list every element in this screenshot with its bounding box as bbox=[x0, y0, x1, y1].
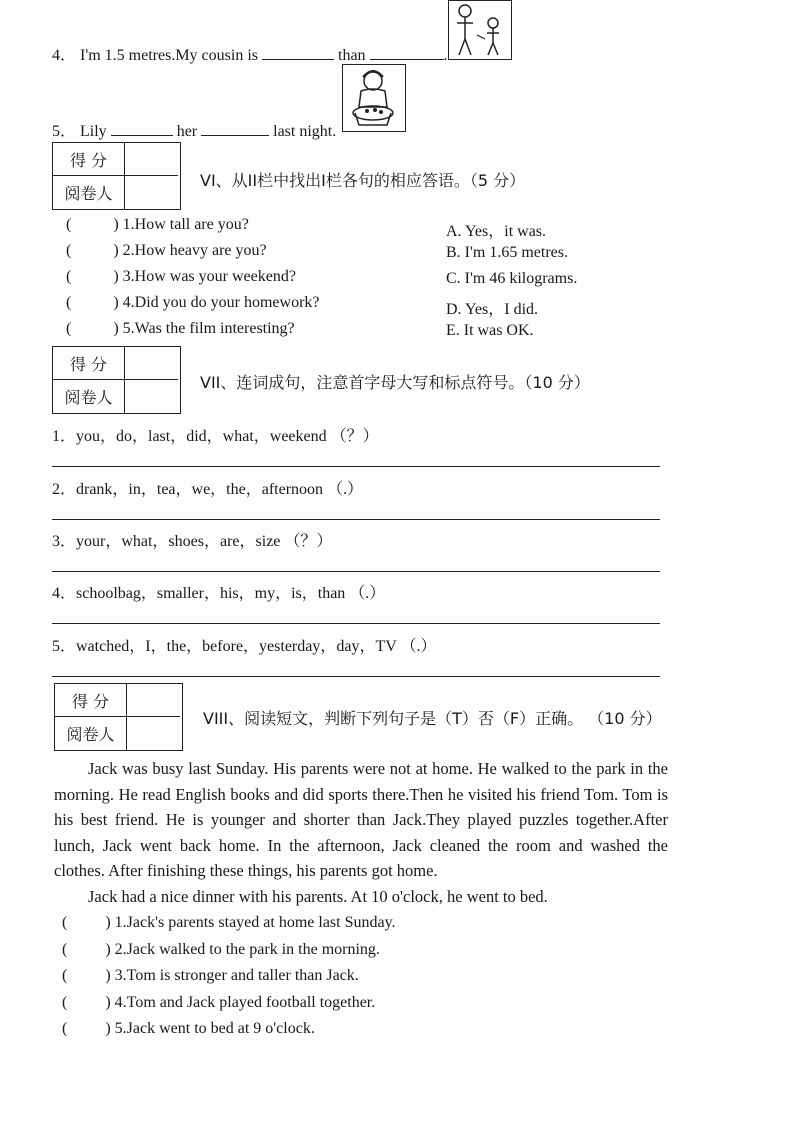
score-label: 得 分 bbox=[55, 684, 127, 717]
answer-blank[interactable] bbox=[370, 45, 444, 60]
reviewer-label: 阅卷人 bbox=[53, 380, 125, 413]
score-box bbox=[52, 346, 181, 414]
answer-line[interactable] bbox=[52, 466, 660, 467]
sentence-item-1: 1．you，do，last，did，what，weekend （？） bbox=[52, 428, 379, 445]
score-box bbox=[52, 142, 181, 210]
answer-option: E. It was OK. bbox=[446, 322, 534, 339]
question-row: ( ) 5.Was the film interesting? bbox=[66, 320, 295, 337]
girl-washing-icon bbox=[343, 65, 404, 130]
item-text: Lily bbox=[80, 123, 107, 140]
item-number: 4． bbox=[52, 47, 77, 64]
score-label: 得 分 bbox=[53, 347, 125, 380]
reviewer-label: 阅卷人 bbox=[55, 717, 127, 750]
score-cell[interactable] bbox=[127, 684, 180, 717]
answer-blank[interactable] bbox=[262, 45, 334, 60]
item-text: than bbox=[338, 47, 366, 64]
reviewer-cell[interactable] bbox=[125, 380, 178, 413]
question-row: ( ) 3.How was your weekend? bbox=[66, 268, 296, 285]
statement-row: ( ) 3.Tom is stronger and taller than Jack. bbox=[62, 967, 359, 984]
fill-item-4: 4． I'm 1.5 metres.My cousin is than . bbox=[52, 47, 448, 64]
item-text: her bbox=[176, 123, 198, 140]
answer-option: D. Yes，I did. bbox=[446, 301, 539, 318]
answer-blank[interactable] bbox=[201, 121, 269, 136]
answer-line[interactable] bbox=[52, 571, 660, 572]
reading-passage bbox=[54, 756, 668, 910]
fill-item-5 bbox=[52, 118, 336, 141]
score-cell[interactable] bbox=[125, 143, 178, 176]
answer-option: B. I'm 1.65 metres. bbox=[446, 244, 568, 261]
answer-line[interactable] bbox=[52, 676, 660, 677]
reviewer-cell[interactable] bbox=[127, 717, 180, 750]
reviewer-cell[interactable] bbox=[125, 176, 178, 209]
answer-option: A. Yes，it was. bbox=[446, 223, 547, 240]
statement-row: ( ) 2.Jack walked to the park in the morning. bbox=[62, 941, 380, 958]
two-people-icon bbox=[449, 1, 510, 58]
question-row: ( ) 4.Did you do your homework? bbox=[66, 294, 320, 311]
answer-line[interactable] bbox=[52, 519, 660, 520]
sentence-item-3: 3．your，what，shoes，are，size （？） bbox=[52, 533, 333, 550]
item-number: 5． bbox=[52, 123, 77, 140]
washing-picture bbox=[342, 64, 406, 132]
section-6-title: VI、从II栏中找出I栏各句的相应答语。（5 分） bbox=[200, 171, 526, 190]
statement-row: ( ) 4.Tom and Jack played football together. bbox=[62, 994, 376, 1011]
score-label: 得 分 bbox=[53, 143, 125, 176]
score-box bbox=[54, 683, 183, 751]
section-8-title: VIII、阅读短文，判断下列句子是（T）否（F）正确。 （10 分） bbox=[203, 709, 662, 728]
reviewer-label: 阅卷人 bbox=[53, 176, 125, 209]
sentence-item-2: 2．drank，in，tea，we，the，afternoon （.） bbox=[52, 481, 364, 498]
answer-blank[interactable] bbox=[111, 121, 173, 136]
section-7-title: VII、连词成句，注意首字母大写和标点符号。（10 分） bbox=[200, 373, 590, 392]
height-comparison-picture bbox=[448, 0, 512, 60]
question-row: ( ) 2.How heavy are you? bbox=[66, 242, 267, 259]
question-row: ( ) 1.How tall are you? bbox=[66, 216, 249, 233]
statement-row: ( ) 5.Jack went to bed at 9 o'clock. bbox=[62, 1020, 315, 1037]
sentence-item-4: 4．schoolbag，smaller，his，my，is，than （.） bbox=[52, 585, 386, 602]
passage-paragraph-2: Jack had a nice dinner with his parents. At 10 o'clock, he went to bed. bbox=[88, 886, 548, 906]
answer-line[interactable] bbox=[52, 623, 660, 624]
item-text: last night. bbox=[273, 123, 337, 140]
sentence-item-5: 5．watched，I，the，before，yesterday，day，TV （.） bbox=[52, 638, 437, 655]
answer-option: C. I'm 46 kilograms. bbox=[446, 270, 578, 287]
statement-row: ( ) 1.Jack's parents stayed at home last Sunday. bbox=[62, 914, 396, 931]
score-cell[interactable] bbox=[125, 347, 178, 380]
passage-paragraph-1: Jack was busy last Sunday. His parents were not at home. He walked to the park in the morning. He read English books and did sports there.Then he visited his friend Tom. Tom is his best friend. He is younger and shorter than Jack.They played puzzles together.After lunch, Jack went back home. In the afternoon, Jack cleaned the room and washed the clothes. After finishing these things, his parents got home. bbox=[54, 759, 668, 881]
item-text: I'm 1.5 metres.My cousin is bbox=[80, 47, 258, 64]
